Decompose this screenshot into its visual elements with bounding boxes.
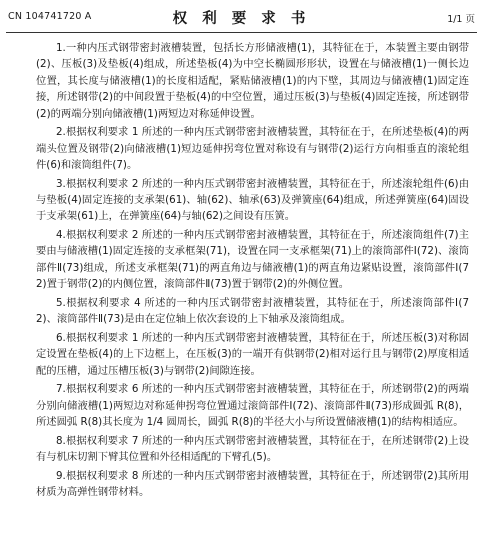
claim-9: 9.根据权利要求 8 所述的一种内压式钢带密封液槽装置，其特征在于，所述钢带(2)其所用材质为高弹性钢带材料。 bbox=[36, 469, 469, 499]
claim-5: 5.根据权利要求 4 所述的一种内压式钢带密封液槽装置，其特征在于，所述滚筒部件Ⅰ(72)、滚筒部件Ⅱ(73)是由在定位轴上依次套设的上下轴承及滚筒组成。 bbox=[36, 296, 469, 326]
claim-2: 2.根据权利要求 1 所述的一种内压式钢带密封液槽装置，其特征在于，在所述垫板(4)的两端头位置及钢带(2)向储液槽(1)短边延伸拐弯位置对称设有与钢带(2)运行方向相垂直的滚轮组件(6)和滚筒组件(7)。 bbox=[36, 126, 469, 172]
claim-4: 4.根据权利要求 2 所述的一种内压式钢带密封液槽装置，其特征在于，所述滚筒组件(7)主要由与储液槽(1)固定连接的支承框架(71)，设置在同一支承框架(71)上的滚筒部件Ⅰ(72)、滚筒部件Ⅱ(73)组成，所述支承框架(71)的两直角边与储液槽(1)的两直角边紧贴设置，滚筒部件Ⅰ(72)置于钢带(2)的内侧位置，滚筒部件Ⅱ(73)置于钢带(2)的外侧位置。 bbox=[36, 229, 469, 291]
page-header bbox=[0, 0, 483, 34]
page-number: 1/1 页 bbox=[447, 14, 475, 25]
claim-6: 6.根据权利要求 1 所述的一种内压式钢带密封液槽装置，其特征在于，所述压板(3)对称固定设置在垫板(4)的上下边框上，在压板(3)的一端开有供钢带(2)相对运行且与钢带(2)厚度相适配的压槽，通过压槽压板(3)与钢带(2)间隙连接。 bbox=[36, 331, 469, 377]
claim-3: 3.根据权利要求 2 所述的一种内压式钢带密封液槽装置，其特征在于，所述滚轮组件(6)由与垫板(4)固定连接的支承架(61)、轴(62)、轴承(63)及弹簧座(64)组成，所述弹簧座(64)固设于支承架(61)上，在弹簧座(64)与轴(62)之间设有压簧。 bbox=[36, 177, 469, 223]
document-title: 权 利 要 求 书 bbox=[172, 10, 311, 27]
header-divider bbox=[6, 32, 477, 33]
claim-8: 8.根据权利要求 7 所述的一种内压式钢带密封液槽装置，其特征在于，在所述钢带(2)上设有与机床切割下臂其位置和外径相适配的下臂孔(5)。 bbox=[36, 434, 469, 464]
claims-body bbox=[36, 40, 469, 503]
publication-number: CN 104741720 A bbox=[8, 11, 92, 22]
claim-1: 1.一种内压式钢带密封液槽装置，包括长方形储液槽(1)，其特征在于，本装置主要由钢带(2)、压板(3)及垫板(4)组成，所述垫板(4)为中空长椭圆形形状，设置在与储液槽(1)一侧长边位置，其长度与储液槽(1)的长度相适配，紧贴储液槽(1)的内下壁，其周边与储液槽(1)固定连接，所述钢带(2)的中间段置于垫板(4)的中空位置，通过压板(3)与垫板(4)固定连接，所述钢带(2)的两端分别向储液槽(1)两短边对称延伸设置。 bbox=[36, 42, 469, 120]
claim-7: 7.根据权利要求 6 所述的一种内压式钢带密封液槽装置，其特征在于，所述钢带(2)的两端分别向储液槽(1)两短边对称延伸拐弯位置通过滚筒部件Ⅰ(72)、滚筒部件Ⅱ(73)形成圆弧 R(8)，所述圆弧 R(8)其长度为 1/4 圆周长，圆弧 R(8)的半径大小与所设置储液槽(1)的结构相适应。 bbox=[36, 383, 469, 429]
